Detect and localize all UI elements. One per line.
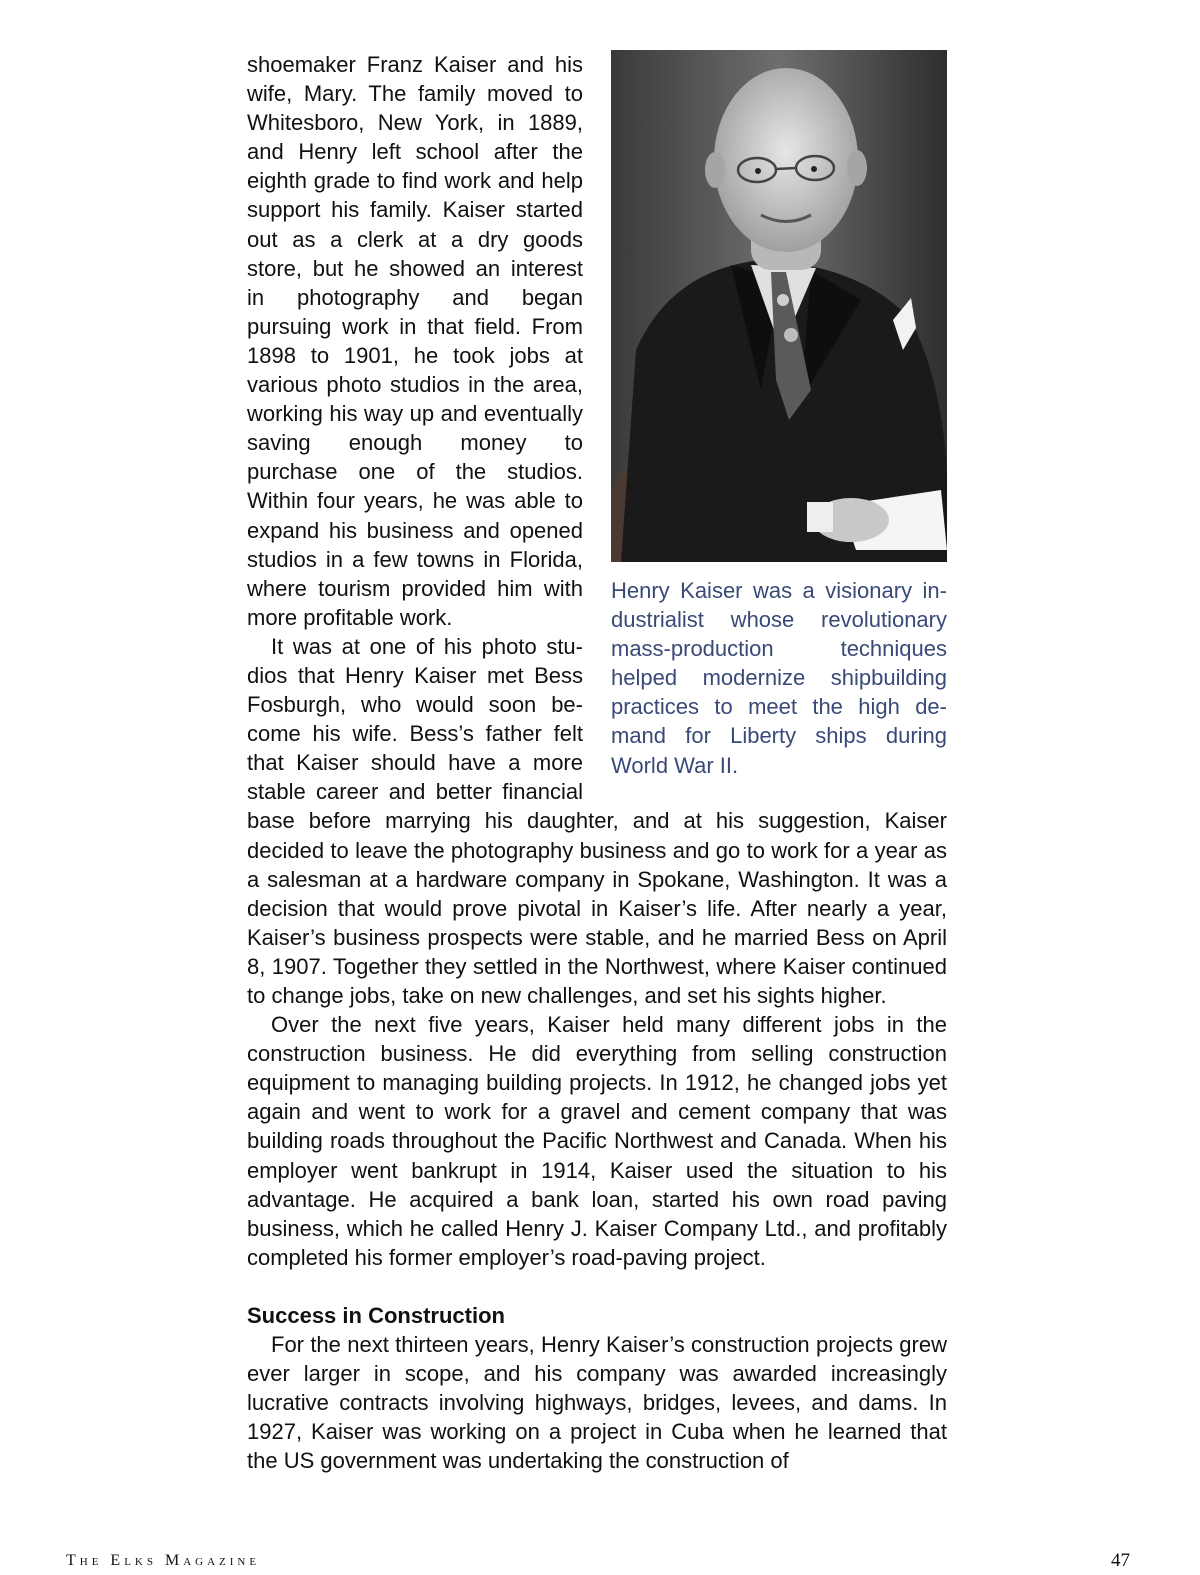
article-body	[247, 50, 947, 1476]
paragraph-4: For the next thirteen years, Henry Kaiser’s construction projects grew ever larger in scope, and his company was awarded increasingly lucrative contracts involving highways, bridges, levees, and dams. In 1927, Kaiser was working on a project in Cuba when he learned that the US government was undertaking the construction of	[247, 1332, 947, 1474]
photo-caption: Henry Kaiser was a visionary industrialist whose revolutionary mass-production techniques helped modernize shipbuilding practices to meet the high demand for Liberty ships during World War II.	[611, 578, 947, 778]
paragraph-3: Over the next five years, Kaiser held many different jobs in the construction business. He did everything from selling construction equipment to managing building projects. In 1912, he changed jobs yet again and went to work for a gravel and cement company that was building roads throughout the Pacific Northwest and Canada. When his employer went bankrupt in 1914, Kaiser used the situation to his advantage. He acquired a bank loan, started his own road paving business, which he called Henry J. Kaiser Company Ltd., and profitably completed his former employer’s road-paving project.	[247, 1012, 947, 1270]
paragraph-2: It was at one of his photo studios that Henry Kaiser met Bess Fosburgh, who would soon become his wife. Bess’s father felt that Kaiser should have a more stable career and better financial base before marrying his daughter, and at his suggestion, Kaiser decided to leave the photography business and go to work for a year as a salesman at a hardware company in Spokane, Washington. It was a decision that would prove pivotal in Kaiser’s life. After nearly a year, Kaiser’s business prospects were stable, and he married Bess on April 8, 1907. Together they settled in the Northwest, where Kaiser continued to change jobs, take on new challenges, and set his sights higher.	[247, 633, 947, 1008]
section-heading: Success in Construction	[247, 1302, 505, 1328]
portrait-photo	[611, 50, 947, 562]
page-number: 47	[1111, 1550, 1130, 1571]
paragraph-1: shoemaker Franz Kaiser and his wife, Mary. The family moved to Whitesboro, New York, in 1889, and Henry left school after the eighth grade to find work and help support his family. Kaiser started out as a clerk at a dry goods store, but he showed an interest in photography and began pursuing work in that field. From 1898 to 1901, he took jobs at various photo studios in the area, working his way up and eventually saving enough money to purchase one of the studios. Within four years, he was able to expand his business and opened studios in a few towns in Florida, where tourism provided him with more profitable work.	[247, 52, 583, 630]
photo-block	[611, 50, 947, 780]
publication-name: The Elks Magazine	[66, 1552, 261, 1569]
